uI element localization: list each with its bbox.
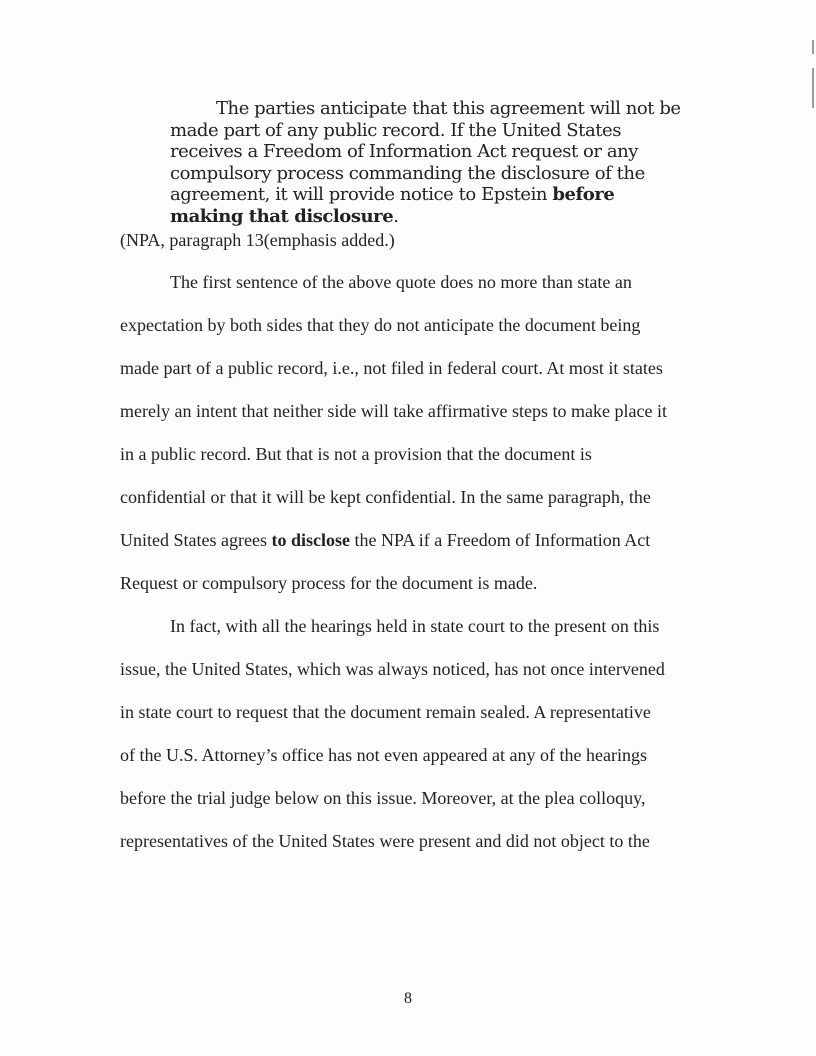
paragraph-2-line-6: representatives of the United States were present and did not object to the bbox=[120, 831, 650, 851]
paragraph-1-line-8: Request or compulsory process for the document is made. bbox=[120, 573, 538, 593]
bold-emphasis-to-disclose: to disclose bbox=[271, 530, 350, 550]
paragraph-1-line-3: made part of a public record, i.e., not filed in federal court. At most it states bbox=[120, 358, 663, 378]
line-7-text: United States agrees bbox=[120, 530, 272, 550]
line-7-text-end: the NPA if a Freedom of Information Act bbox=[349, 530, 651, 550]
paragraph-2-line-4: of the U.S. Attorney’s office has not even appeared at any of the hearings bbox=[120, 745, 648, 765]
paragraph-2-line-5: before the trial judge below on this issue. Moreover, at the plea colloquy, bbox=[120, 788, 646, 808]
body-text bbox=[120, 267, 700, 869]
paragraph-1-line-2: expectation by both sides that they do not anticipate the document being bbox=[120, 315, 641, 335]
paragraph-1-line-1: The first sentence of the above quote does no more than state an bbox=[170, 272, 632, 292]
paragraph-1-line-6: confidential or that it will be kept confidential. In the same paragraph, the bbox=[120, 487, 651, 507]
paragraph-2-line-3: in state court to request that the document remain sealed. A representative bbox=[120, 702, 651, 722]
paragraph-1-line-4: merely an intent that neither side will take affirmative steps to make place it bbox=[120, 401, 667, 421]
citation: (NPA, paragraph 13(emphasis added.) bbox=[120, 230, 395, 250]
quote-text-end: . bbox=[393, 205, 399, 227]
quote-bold-emphasis: before making that disclosure bbox=[170, 184, 615, 227]
block-quote bbox=[170, 98, 690, 227]
page-number: 8 bbox=[404, 990, 412, 1007]
paragraph-2-line-2: issue, the United States, which was always noticed, has not once intervened bbox=[120, 659, 665, 679]
paragraph-2-line-1: In fact, with all the hearings held in state court to the present on this bbox=[170, 616, 660, 636]
paragraph-1-line-5: in a public record. But that is not a provision that the document is bbox=[120, 444, 592, 464]
scan-mark-right-top bbox=[812, 40, 814, 54]
scan-mark-right-middle bbox=[812, 68, 814, 108]
quote-text: The parties anticipate that this agreement will not be made part of any public record. If the United States receives a Freedom of Information Act request or any compulsory process commanding the disclosure of the agreement, it will provide notice to Epstein bbox=[170, 98, 681, 205]
paragraph-1-line-7 bbox=[120, 525, 700, 568]
